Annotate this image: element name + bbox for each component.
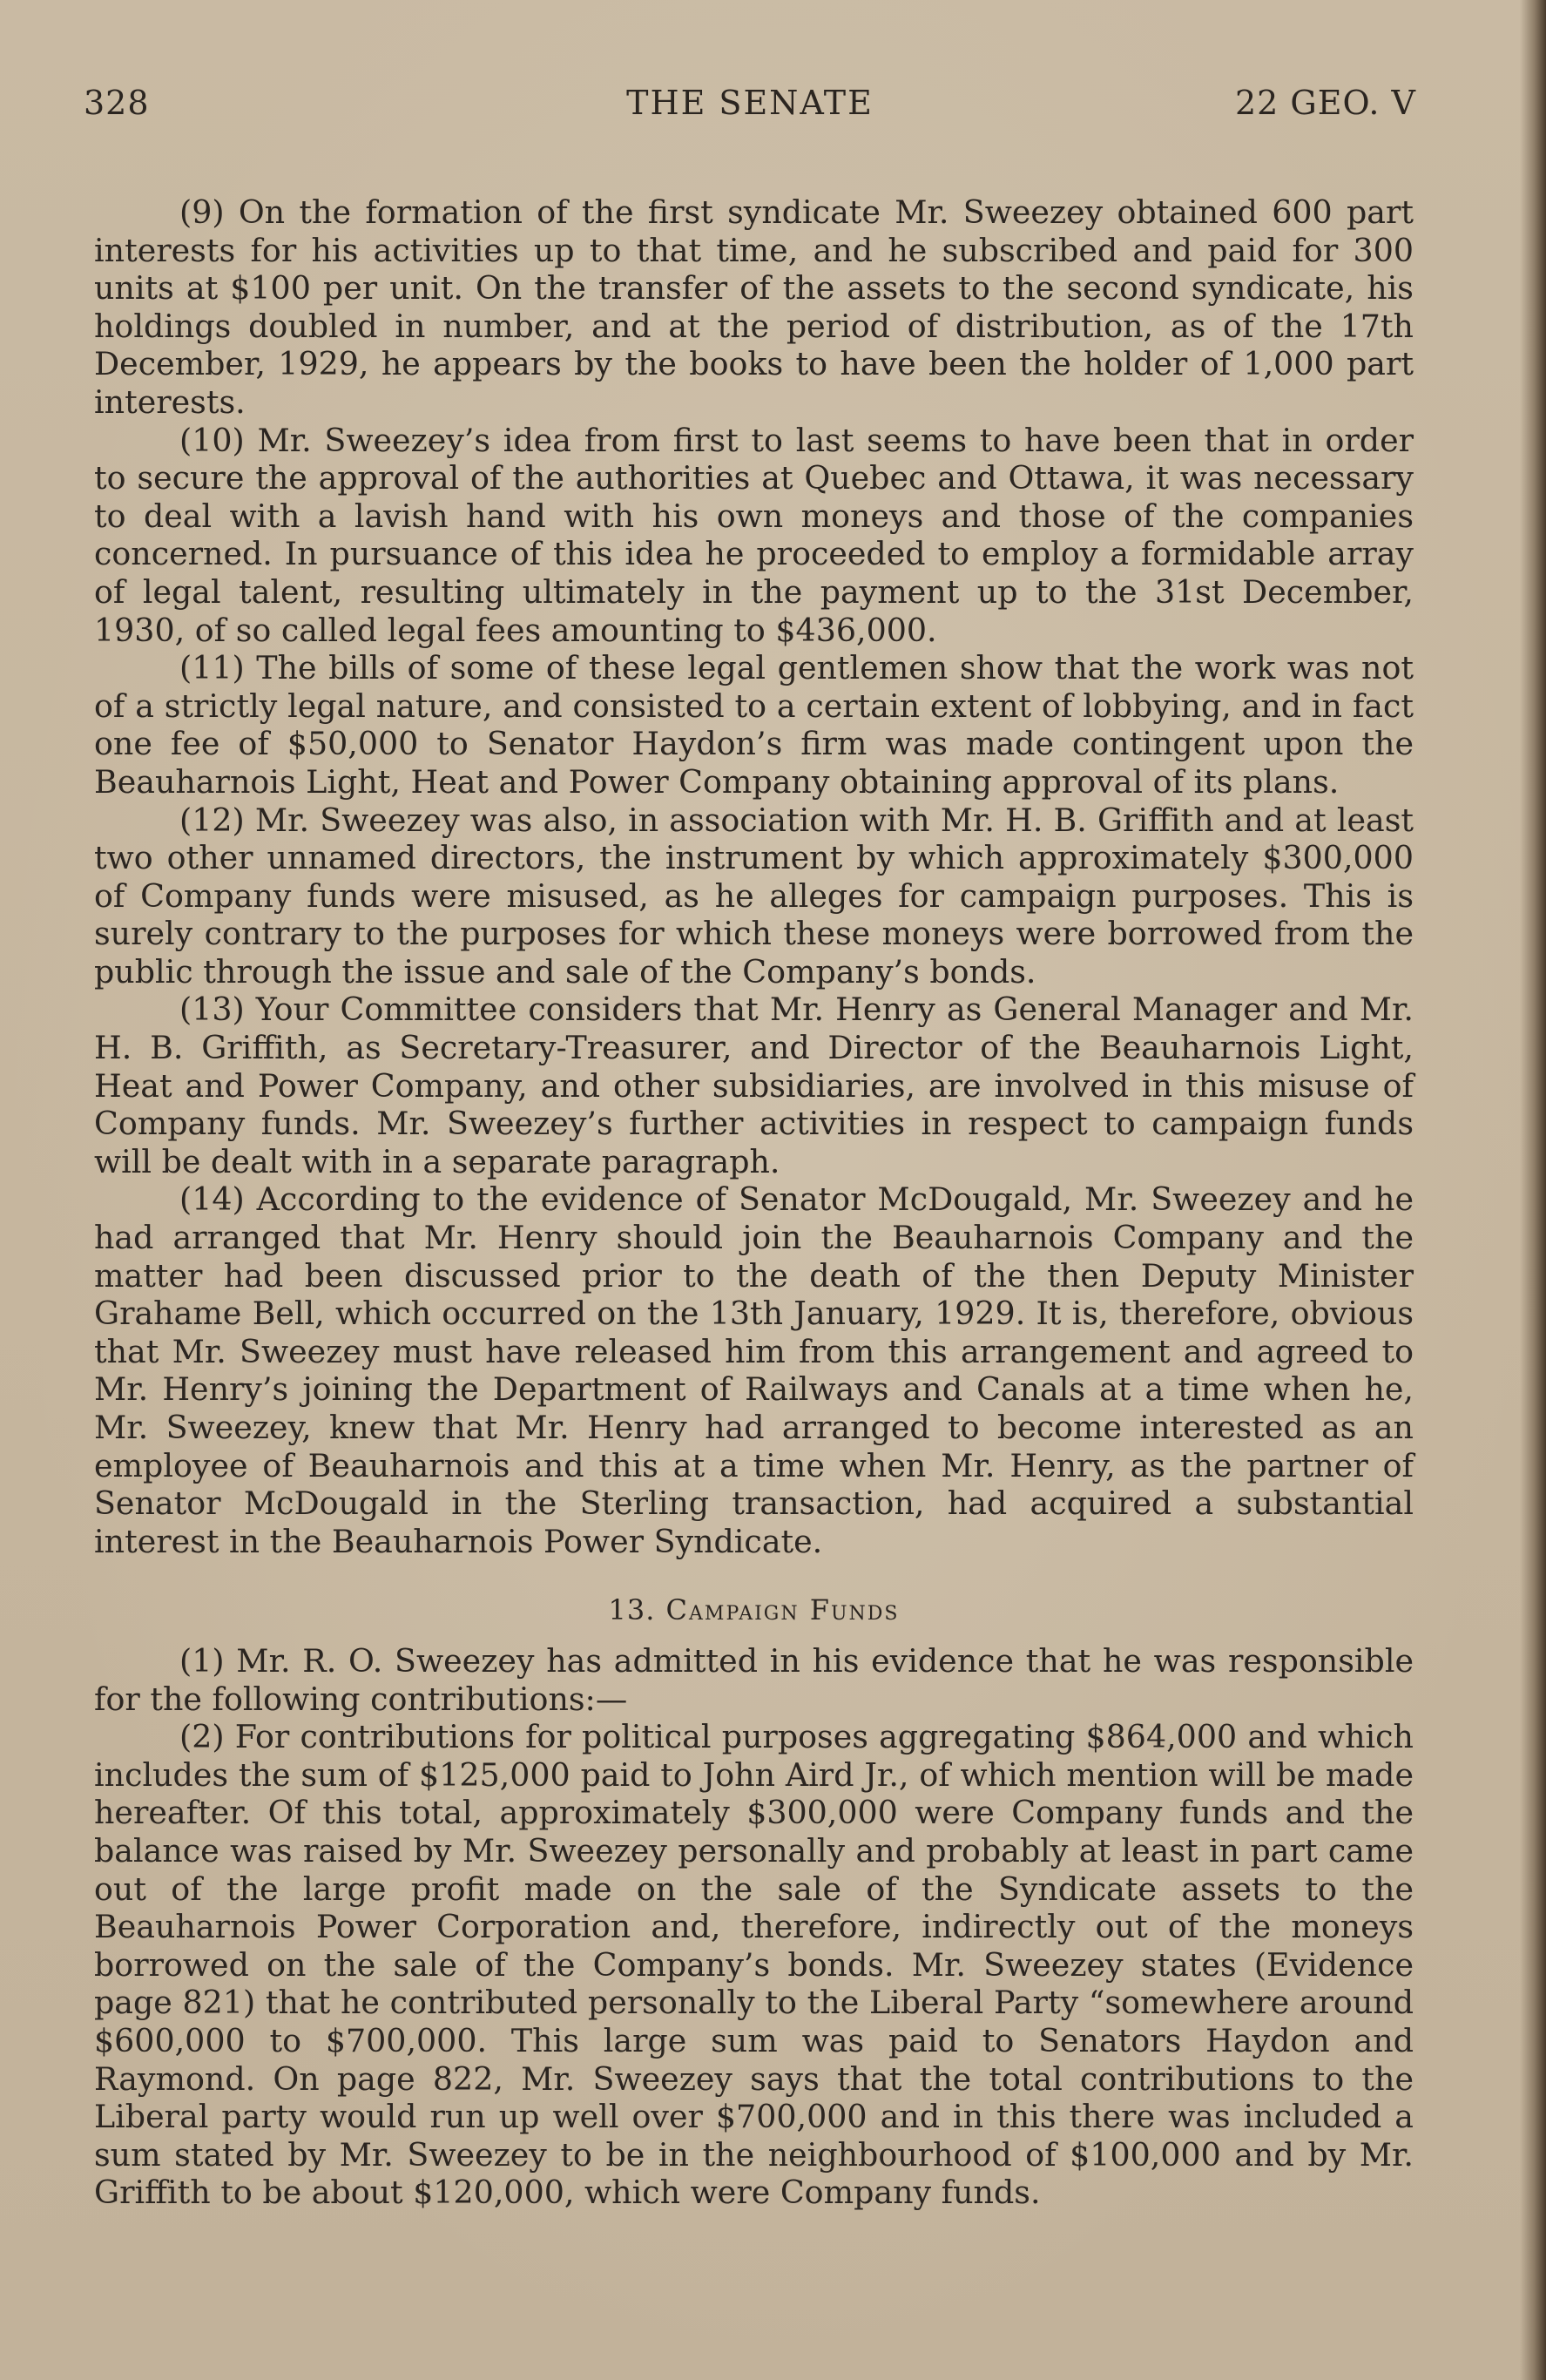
section-number: 13. (608, 1593, 656, 1627)
paragraph-13: (13) Your Committee considers that Mr. Henry as General Manager and Mr. H. B. Griffith, as Secretary-Treasurer, and Director of the Beauharnois Light, Heat and Power Company, and other subsidiaries, are involved in this misuse of Company funds. Mr. Sweezey’s further activities in respect to campaign funds will be dealt with in a separate paragraph. (94, 991, 1414, 1180)
page-number: 328 (84, 84, 150, 122)
running-header (84, 84, 1416, 127)
paragraph-12: (12) Mr. Sweezey was also, in association with Mr. H. B. Griffith and at least two other unnamed directors, the instrument by which approximately $300,000 of Company funds were misused, as he alleges for campaign purposes. This is surely contrary to the purposes for which these moneys were borrowed from the public through the issue and sale of the Company’s bonds. (94, 801, 1414, 991)
paragraph-14: (14) According to the evidence of Senator McDougald, Mr. Sweezey and he had arranged that Mr. Henry should join the Beauharnois Company and the matter had been discussed prior to the death of the then Deputy Minister Grahame Bell, which occurred on the 13th January, 1929. It is, therefore, obvious that Mr. Sweezey must have released him from this arrangement and agreed to Mr. Henry’s joining the Department of Railways and Canals at a time when he, Mr. Sweezey, knew that Mr. Henry had arranged to become interested as an employee of Beauharnois and this at a time when Mr. Henry, as the partner of Senator McDougald in the Sterling transaction, had acquired a substantial interest in the Beauharnois Power Syndicate. (94, 1180, 1414, 1560)
section-title: Campaign Funds (665, 1593, 900, 1627)
running-title: THE SENATE (626, 84, 874, 122)
paragraph-10: (10) Mr. Sweezey’s idea from first to last seems to have been that in order to secure the approval of the authorities at Quebec and Ottawa, it was necessary to deal with a lavish hand with his own moneys and those of the companies concerned. In pursuance of this idea he proceeded to employ a formidable array of legal talent, resulting ultimately in the payment up to the 31st December, 1930, of so called legal fees amounting to $436,000. (94, 421, 1414, 649)
page-body (94, 193, 1414, 2212)
regnal-year: 22 GEO. V (1234, 84, 1416, 122)
section-heading (94, 1592, 1414, 1630)
campaign-paragraph-2: (2) For contributions for political purposes aggregating $864,000 and which includes the sum of $125,000 paid to John Aird Jr., of which mention will be made hereafter. Of this total, approximately $300,000 were Company funds and the balance was raised by Mr. Sweezey personally and probably at least in part came out of the large profit made on the sale of the Syndicate assets to the Beauharnois Power Corporation and, therefore, indirectly out of the moneys borrowed on the sale of the Company’s bonds. Mr. Sweezey states (Evidence page 821) that he contributed personally to the Liberal Party “somewhere around $600,000 to $700,000. This large sum was paid to Senators Haydon and Raymond. On page 822, Mr. Sweezey says that the total contributions to the Liberal party would run up well over $700,000 and in this there was included a sum stated by Mr. Sweezey to be in the neighbourhood of $100,000 and by Mr. Griffith to be about $120,000, which were Company funds. (94, 1718, 1414, 2212)
book-spine-shadow (1520, 0, 1546, 2380)
paragraph-9: (9) On the formation of the first syndicate Mr. Sweezey obtained 600 part interests for his activities up to that time, and he subscribed and paid for 300 units at $100 per unit. On the transfer of the assets to the second syndicate, his holdings doubled in number, and at the period of distribution, as of the 17th December, 1929, he appears by the books to have been the holder of 1,000 part interests. (94, 193, 1414, 421)
campaign-paragraph-1: (1) Mr. R. O. Sweezey has admitted in his evidence that he was responsible for the following contributions:— (94, 1641, 1414, 1718)
paragraph-11: (11) The bills of some of these legal gentlemen show that the work was not of a strictly legal nature, and consisted to a certain extent of lobbying, and in fact one fee of $50,000 to Senator Haydon’s firm was made contingent upon the Beauharnois Light, Heat and Power Company obtaining approval of its plans. (94, 649, 1414, 801)
